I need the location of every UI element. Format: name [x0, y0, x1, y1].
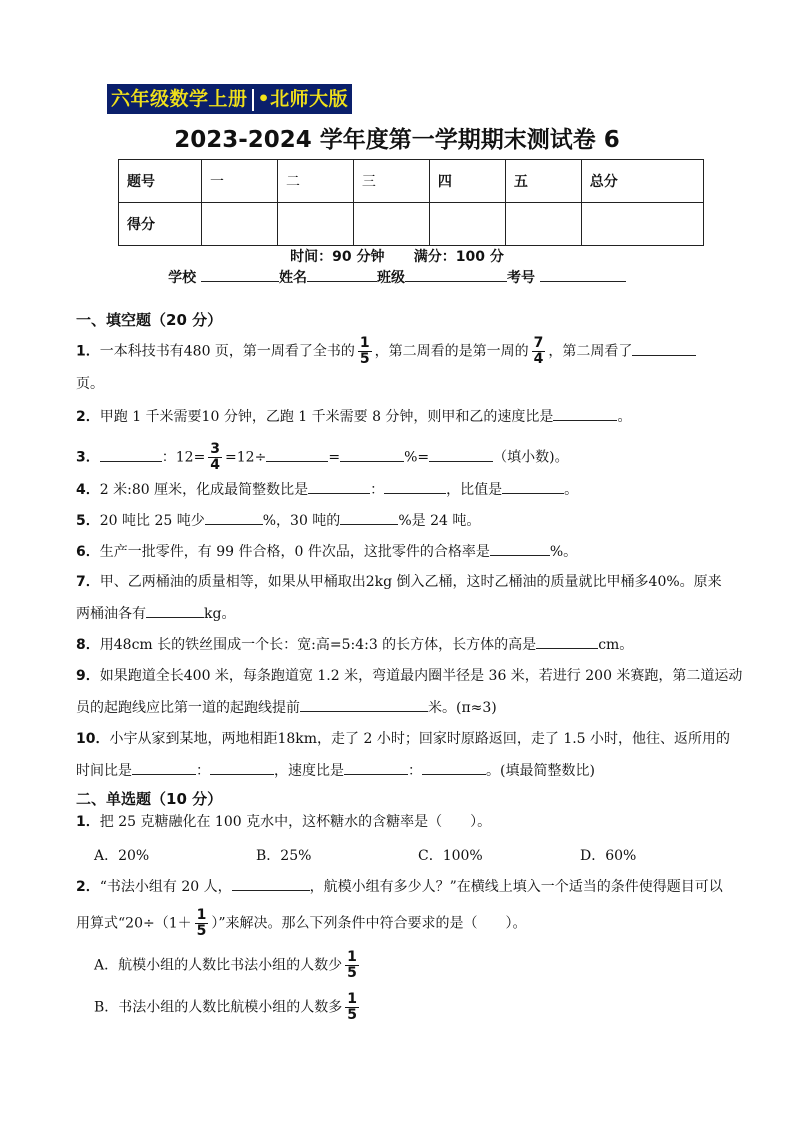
fraction-1-5: [345, 992, 359, 1023]
name-field[interactable]: [307, 267, 377, 282]
q-text: 甲跑 1 千米需要10 分钟，乙跑 1 千米需要 8 分钟，则甲和乙的速度比是: [99, 409, 554, 425]
score-input-5[interactable]: [505, 203, 581, 246]
question-1-9: [76, 666, 756, 686]
denominator: 4: [210, 457, 221, 473]
question-1-2: [76, 406, 756, 427]
q-text: %，30 吨的: [262, 513, 341, 529]
cell-section-1: 一: [202, 160, 278, 203]
q-number: 4．: [76, 482, 100, 498]
cell-total: 总分: [581, 160, 703, 203]
q-number: 1．: [76, 814, 100, 830]
q-text: %。: [549, 544, 578, 560]
q-number: 3．: [76, 449, 100, 466]
cell-label-question: 题号: [119, 160, 202, 203]
badge-grade: 六年级数学上册: [111, 88, 248, 110]
class-label: 班级: [377, 270, 405, 286]
q-text: 20 吨比 25 吨少: [99, 513, 205, 529]
q-number: 5．: [76, 513, 100, 529]
badge-divider: [252, 89, 254, 111]
answer-blank[interactable]: [553, 406, 617, 421]
q-text: ）”来解决。那么下列条件中符合要求的是（ ）。: [211, 915, 527, 932]
class-field[interactable]: [405, 267, 507, 282]
numerator: 1: [196, 907, 207, 923]
q-number: 8．: [76, 637, 100, 653]
answer-blank[interactable]: [146, 603, 204, 618]
q-text: 小宇从家到某地，两地相距18km，走了 2 小时；回家时原路返回，走了 1.5 小时，他往、返所用的: [109, 731, 731, 747]
q-number: 9．: [76, 668, 100, 684]
answer-blank[interactable]: [308, 479, 370, 494]
grade-edition-badge: [107, 84, 352, 114]
answer-blank[interactable]: [429, 447, 493, 462]
number-field[interactable]: [540, 267, 626, 282]
q-text: cm。: [598, 637, 634, 653]
question-1-5: [76, 510, 756, 531]
q-text: 一本科技书有480 页，第一周看了全书的: [99, 343, 355, 360]
fraction-1-5: [345, 950, 359, 981]
numerator: 3: [210, 441, 221, 457]
question-1-1: [76, 336, 756, 367]
q-text: 甲、乙两桶油的质量相等，如果从甲桶取出2kg 倒入乙桶，这时乙桶油的质量就比甲桶多40%。原来: [99, 574, 722, 590]
time-limit: 时间：90 分钟: [290, 249, 385, 265]
q-text: ：12=: [161, 449, 206, 466]
fraction-1-5: [195, 908, 209, 939]
question-1-4: [76, 479, 756, 500]
q-text: （填小数)。: [493, 449, 569, 466]
q-text: 时间比是: [76, 763, 132, 779]
answer-blank[interactable]: [344, 760, 408, 775]
q-text: %是 24 吨。: [398, 513, 481, 529]
school-field[interactable]: [201, 267, 279, 282]
number-label: 考号: [507, 270, 535, 286]
question-2-1: [76, 812, 756, 832]
question-1-10-cont: [76, 760, 756, 781]
answer-blank[interactable]: [422, 760, 486, 775]
q-text: 用算式“20÷（1＋: [76, 915, 192, 932]
question-2-2: [76, 876, 756, 897]
q-number: 2．: [76, 409, 100, 425]
q-text: “书法小组有 20 人，: [99, 879, 232, 895]
fraction-7-4: [532, 336, 546, 367]
student-info: [0, 267, 794, 287]
answer-blank[interactable]: [300, 697, 428, 712]
q-text: 两桶油各有: [76, 606, 146, 622]
answer-blank[interactable]: [232, 876, 310, 891]
q-text: ：: [196, 763, 210, 779]
q-text: 2 米:80 厘米，化成最简整数比是: [99, 482, 309, 498]
answer-blank[interactable]: [502, 479, 564, 494]
option-a[interactable]: [94, 950, 774, 981]
answer-blank[interactable]: [384, 479, 446, 494]
q-number: 1．: [76, 343, 100, 360]
question-1-7: [76, 572, 756, 592]
score-input-3[interactable]: [353, 203, 429, 246]
q-number: 10．: [76, 731, 110, 747]
option-text: B．书法小组的人数比航模小组的人数多: [94, 999, 343, 1016]
exam-info: [0, 246, 794, 266]
score-input-total[interactable]: [581, 203, 703, 246]
answer-blank[interactable]: [266, 447, 328, 462]
q-text: 把 25 克糖融化在 100 克水中，这杯糖水的含糖率是（ ）。: [99, 814, 492, 830]
cell-section-5: 五: [505, 160, 581, 203]
answer-blank[interactable]: [205, 510, 263, 525]
q-text: 生产一批零件，有 99 件合格，0 件次品，这批零件的合格率是: [99, 544, 490, 560]
q-text: ，第二周看的是第一周的: [374, 343, 529, 360]
option-b[interactable]: B．25%: [256, 848, 312, 864]
q-text: ，第二周看了: [548, 343, 633, 360]
answer-blank[interactable]: [340, 510, 398, 525]
option-text: A．航模小组的人数比书法小组的人数少: [94, 957, 343, 974]
score-input-4[interactable]: [429, 203, 505, 246]
numerator: 1: [347, 991, 358, 1007]
denominator: 5: [196, 923, 207, 939]
denominator: 5: [347, 1007, 358, 1023]
fraction-3-4: [208, 442, 222, 473]
q-text: =: [328, 449, 341, 466]
score-table-header-row: [119, 160, 704, 203]
question-1-3: [76, 442, 756, 473]
q-text: 用48cm 长的铁丝围成一个长：宽:高=5:4:3 的长方体，长方体的高是: [99, 637, 537, 653]
answer-blank[interactable]: [536, 634, 598, 649]
score-input-1[interactable]: [202, 203, 278, 246]
name-label: 姓名: [279, 270, 307, 286]
question-1-10: [76, 729, 756, 749]
answer-blank[interactable]: [340, 447, 404, 462]
q-text: ：: [408, 763, 422, 779]
cell-label-score: 得分: [119, 203, 202, 246]
q-text: 。: [564, 482, 579, 498]
option-d[interactable]: D．60%: [580, 848, 637, 864]
question-1-8: [76, 634, 756, 655]
answer-blank[interactable]: [132, 760, 196, 775]
q-text: 米。(π≈3): [428, 700, 497, 716]
score-table: [118, 159, 704, 246]
q-text: kg。: [204, 606, 236, 622]
score-input-2[interactable]: [277, 203, 353, 246]
school-label: 学校: [168, 270, 197, 286]
option-b[interactable]: [94, 992, 774, 1023]
numerator: 1: [359, 335, 370, 351]
option-a[interactable]: A．20%: [94, 848, 150, 864]
answer-blank[interactable]: [490, 541, 550, 556]
cell-section-4: 四: [429, 160, 505, 203]
q-text: ，比值是: [446, 482, 503, 498]
numerator: 7: [533, 335, 544, 351]
exam-title: 2023-2024 学年度第一学期期末测试卷 6: [174, 127, 620, 153]
q-text: ，航模小组有多少人？”在横线上填入一个适当的条件使得题目可以: [309, 879, 723, 895]
q-text: %=: [404, 449, 430, 466]
question-1-6: [76, 541, 756, 562]
full-marks: 满分：100 分: [413, 249, 504, 265]
q-text: ：: [370, 482, 385, 498]
q-number: 7．: [76, 574, 100, 590]
q-number: 2．: [76, 879, 100, 895]
cell-section-3: 三: [353, 160, 429, 203]
q-text: 。: [617, 409, 632, 425]
question-1-7-cont: [76, 603, 756, 624]
denominator: 5: [347, 965, 357, 981]
denominator: 5: [359, 351, 370, 367]
fraction-1-5: [358, 336, 372, 367]
q-text: ，速度比是: [274, 763, 344, 779]
cell-section-2: 二: [277, 160, 353, 203]
option-c[interactable]: C．100%: [418, 848, 483, 864]
answer-blank[interactable]: [100, 447, 162, 462]
numerator: 1: [347, 949, 357, 965]
q-text: 如果跑道全长400 米，每条跑道宽 1.2 米，弯道最内圈半径是 36 米，若进行 200 米赛跑，第二道运动: [99, 668, 743, 684]
question-1-1-cont: 页。: [76, 376, 104, 392]
answer-blank[interactable]: [632, 341, 696, 356]
q-number: 6．: [76, 544, 100, 560]
denominator: 4: [533, 351, 544, 367]
section-2-title: 二、单选题（10 分）: [76, 790, 223, 808]
q-text: 员的起跑线应比第一道的起跑线提前: [76, 700, 300, 716]
question-1-9-cont: [76, 697, 756, 718]
q-text: =12÷: [225, 449, 267, 466]
q-text: 。(填最简整数比): [486, 763, 595, 779]
question-2-2-cont: [76, 908, 756, 939]
score-table-score-row: [119, 203, 704, 246]
answer-blank[interactable]: [210, 760, 274, 775]
badge-edition: •北师大版: [257, 88, 349, 110]
section-1-title: 一、填空题（20 分）: [76, 311, 223, 329]
